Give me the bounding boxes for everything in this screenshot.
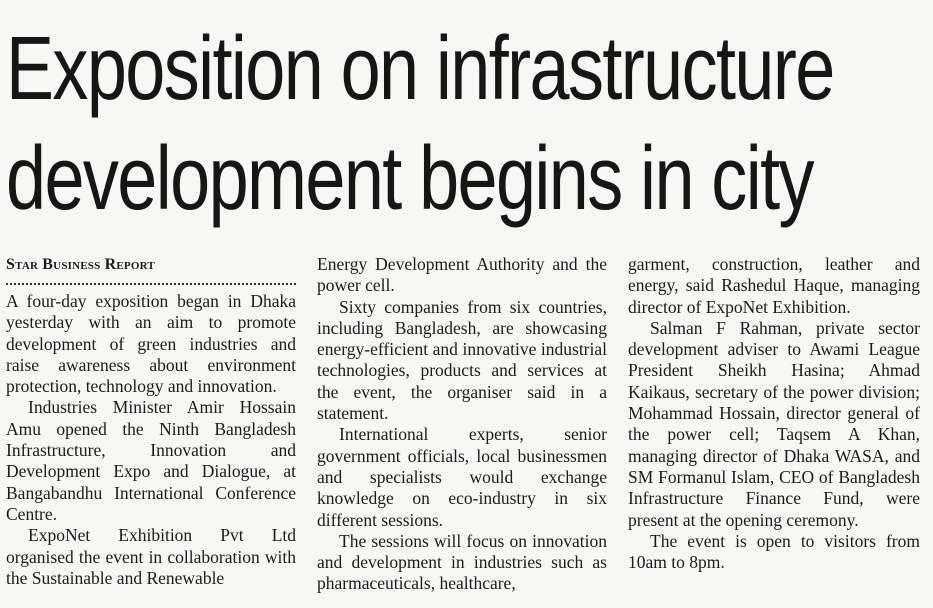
column-2 — [317, 254, 607, 595]
byline-divider — [6, 277, 296, 285]
paragraph: Salman F Rahman, private sector development adviser to Awami League President Sheikh Hasina; Ahmad Kaikaus, secretary of the power division; Mohammad Hossain, director general of the power cell; Taqsem A Khan, managing director of Dhaka WASA, and SM Formanul Islam, CEO of Bangladesh Infrastructure Finance Fund, were present at the opening ceremony. — [628, 317, 920, 530]
paragraph: ExpoNet Exhibition Pvt Ltd organised the event in collaboration with the Sustainable and Renewable — [6, 525, 296, 588]
column-1 — [6, 254, 296, 589]
column-3 — [628, 254, 920, 573]
paragraph: Industries Minister Amir Hossain Amu opened the Ninth Bangladesh Infrastructure, Innovation and Development Expo and Dialogue, at Bangabandhu International Conference Centre. — [6, 397, 296, 524]
paragraph: Energy Development Authority and the power cell. — [317, 254, 607, 296]
byline: Star Business Report — [6, 256, 155, 273]
paragraph: The sessions will focus on innovation and development in industries such as pharmaceuticals, healthcare, — [317, 530, 607, 594]
paragraph: The event is open to visitors from 10am to 8pm. — [628, 530, 920, 573]
headline — [6, 14, 834, 234]
paragraph: A four-day exposition began in Dhaka yesterday with an aim to promote development of green industries and raise awareness about environment protection, technology and innovation. — [6, 291, 296, 397]
headline-line-2: development begins in city — [6, 129, 813, 229]
paragraph: International experts, senior government officials, local businessmen and specialists would exchange knowledge on eco-industry in six different sessions. — [317, 424, 607, 530]
headline-line-1: Exposition on infrastructure — [6, 19, 834, 119]
paragraph: Sixty companies from six countries, including Bangladesh, are showcasing energy-efficient and innovative industrial technologies, products and services at the event, the organiser said in a statement. — [317, 296, 607, 424]
paragraph: garment, construction, leather and energy, said Rashedul Haque, managing director of ExpoNet Exhibition. — [628, 254, 920, 317]
